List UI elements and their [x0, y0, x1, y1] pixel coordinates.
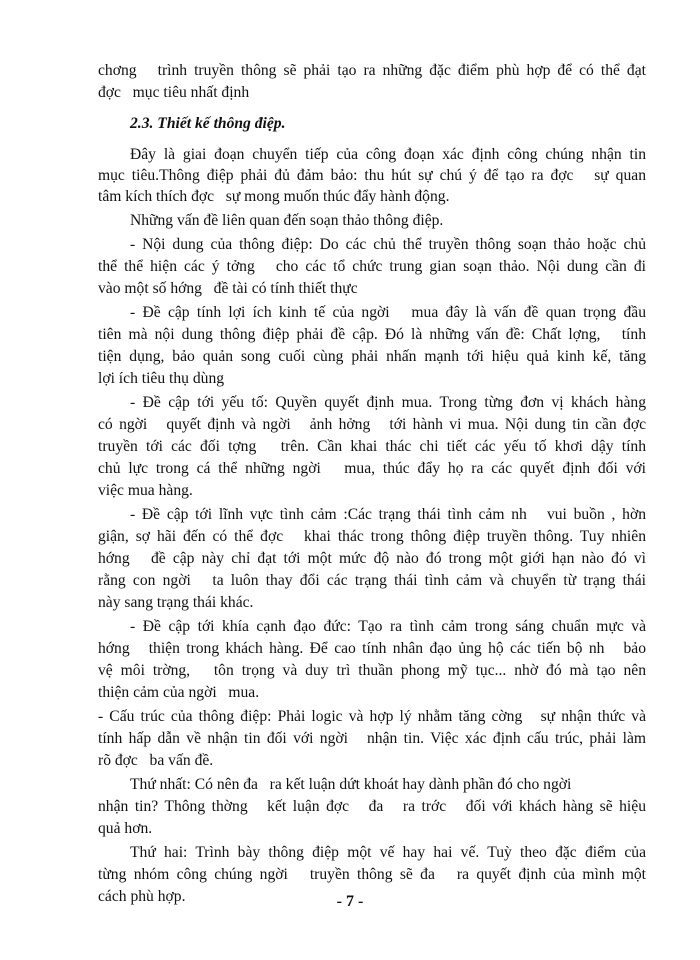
body-line: rõ đợc ba vấn đề.	[98, 752, 214, 769]
body-line: giận, sợ hãi đến có thể đợc khai thác trong thông điệp truyền thông. Tuy nhiên	[98, 528, 646, 545]
body-line: tiên mà nội dung thông điệp phải đề cập. Đó là những vấn đề: Chất lợng, tính	[98, 326, 646, 343]
section-heading: 2.3. Thiết kế thông điệp.	[130, 115, 286, 132]
body-line: Đây là giai đoạn chuyển tiếp của công đoạn xác định công chúng nhận tin	[130, 146, 646, 163]
body-line: có ngời quyết định và ngời ảnh hởng tới hành vi mua. Nội dung tin cần đợc	[98, 416, 646, 433]
body-line: - Cấu trúc của thông điệp: Phải logic và hợp lý nhằm tăng cờng sự nhận thức và	[98, 708, 646, 725]
body-line: nhận tin? Thông thờng kết luận đợc đa ra trớc đối với khách hàng sẽ hiệu	[98, 798, 646, 815]
body-line: việc mua hàng.	[98, 482, 193, 499]
body-line: hớng đề cập này chỉ đạt tới một mức độ nào đó trong một giới hạn nào đó vì	[98, 550, 646, 567]
body-line: Thứ nhất: Có nên đa ra kết luận dứt khoát hay dành phần đó cho ngời	[130, 776, 572, 793]
body-line: Những vấn đề liên quan đến soạn thảo thông điệp.	[130, 212, 444, 229]
body-line: đợc mục tiêu nhất định	[98, 84, 250, 101]
body-line: mục tiêu.Thông điệp phải đủ đảm bảo: thu hút sự chú ý để tạo ra đợc sự quan	[98, 167, 646, 184]
body-line: quả hơn.	[98, 820, 153, 837]
body-line: Thứ hai: Trình bày thông điệp một vế hay hai vế. Tuỳ theo đặc điểm của	[130, 844, 646, 861]
body-line: - Đề cập tới khía cạnh đạo đức: Tạo ra tình cảm trong sáng chuẩn mực và	[130, 618, 646, 635]
body-line: tiện dụng, bảo quản song cuối cùng phải nhấn mạnh tới hiệu quả kinh kế, tăng	[98, 348, 646, 365]
body-line: tâm kích thích đợc sự mong muốn thúc đẩy hành động.	[98, 188, 450, 205]
body-line: vào một số hớng đề tài có tính thiết thực	[98, 280, 358, 297]
body-line: hớng thiện trong khách hàng. Để cao tính nhân đạo ủng hộ các tiến bộ nh bảo	[98, 640, 646, 657]
body-line: - Đề cập tính lợi ích kinh tế của ngời mua đây là vấn đề quan trọng đầu	[130, 304, 646, 321]
body-line: tính hấp dẫn về nhận tin đối với ngời nhận tin. Việc xác định cấu trúc, phải làm	[98, 730, 646, 747]
body-line: - Đề cập tới lĩnh vực tình cảm :Các trạng thái tình cảm nh vui buồn , hờn	[130, 506, 646, 523]
body-line: này sang trạng thái khác.	[98, 594, 254, 611]
body-line: thiện cảm của ngời mua.	[98, 684, 260, 701]
body-line: truyền tới các đối tợng trên. Cần khai thác chi tiết các yếu tố khơi dậy tính	[98, 438, 646, 455]
body-line: từng nhóm công chúng ngời truyền thông sẽ đa ra quyết định của mình một	[98, 866, 646, 883]
body-line: cách phù hợp.	[98, 888, 186, 905]
body-line: lợi ích tiêu thụ dùng	[98, 370, 225, 387]
body-line: rằng con ngời ta luôn thay đổi các trạng thái tình cảm và chuyển từ trạng thái	[98, 572, 646, 589]
body-line: - Đề cập tới yếu tố: Quyền quyết định mua. Trong từng đơn vị khách hàng	[130, 394, 646, 411]
body-line: vệ môi trờng, tôn trọng và duy trì thuần phong mỹ tục... nhờ đó mà tạo nên	[98, 662, 646, 679]
body-line: - Nội dung của thông điệp: Do các chủ thể truyền thông soạn thảo hoặc chủ	[130, 236, 646, 253]
body-line: chủ lực trong cá thể những ngời mua, thúc đẩy họ ra các quyết định đối với	[98, 460, 646, 477]
body-line: thể thể hiện các ý tởng cho các tổ chức trung gian soạn thảo. Nội dung cần đi	[98, 258, 646, 275]
body-line: chơng trình truyền thông sẽ phải tạo ra những đặc điểm phù hợp để có thể đạt	[98, 62, 646, 79]
page-number: - 7 -	[336, 893, 364, 910]
